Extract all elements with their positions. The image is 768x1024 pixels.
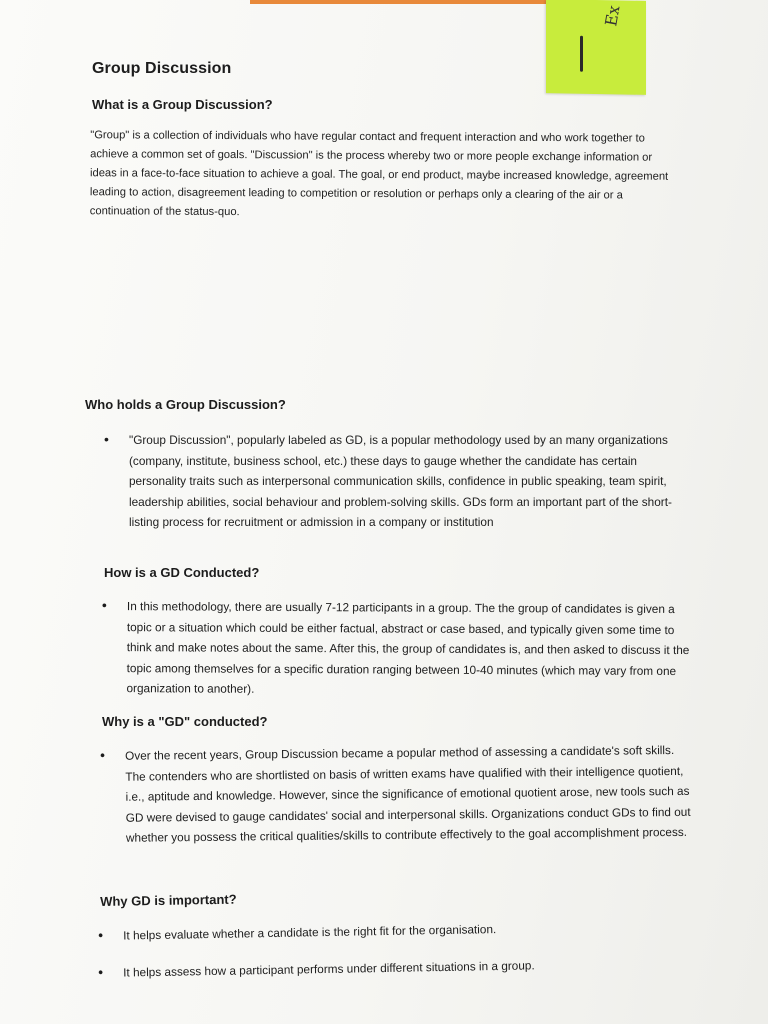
bullet-text: Over the recent years, Group Discussion became a popular method of assessing a candidate's soft skills. The contenders who are shortlisted on basis of written exams have qualified with their intelligence quotient, i.e., aptitude and knowledge. However, since the significance of emotional quotient arose, new tools such as GD were devised to gauge candidates' social and interpersonal skills. Organizations conduct GDs to find out whether you possess the critical qualities/skills to contribute effectively to the goal accomplishment process. (125, 742, 691, 845)
heading-why-gd-important: Why GD is important? (100, 891, 237, 909)
handwritten-mark (580, 36, 583, 72)
bullet-icon: • (104, 431, 109, 447)
sticky-note-handwriting: Ex (601, 3, 624, 28)
bullet-icon: • (98, 926, 104, 943)
bullet-text: It helps evaluate whether a candidate is the right fit for the organisation. (123, 922, 497, 943)
bullet-text: It helps assess how a participant performs under different situations in a group. (123, 958, 535, 980)
bullet-icon: • (98, 963, 104, 980)
heading-who-holds-gd: Who holds a Group Discussion? (85, 397, 286, 412)
heading-what-is-gd: What is a Group Discussion? (92, 97, 273, 112)
bullet-icon: • (100, 746, 106, 763)
paragraph-what-is-gd: "Group" is a collection of individuals who have regular contact and frequent interaction and who work together to achieve a common set of goals. "Discussion" is the process whereby two or more people exchange information or ideas in a face-to-face situation to achieve a goal. The goal, or end product, maybe increased knowledge, agreement leading to action, disagreement leading to competition or resolution or perhaps only a clearing of the air or a continuation of the status-quo. (89, 129, 669, 219)
bullet-icon: • (101, 597, 107, 614)
page-title: Group Discussion (92, 60, 232, 77)
top-paper-edge (250, 0, 550, 4)
bullet-text: In this methodology, there are usually 7-12 participants in a group. The the group of candidates is given a topic or a situation which could be either factual, abstract or case based, and typically given some time to think and make notes about the same. After this, the group of candidates is, and then asked to discuss it the topic among themselves for a specific duration ranging between 10-40 minutes (which may vary from one organization to another). (126, 599, 690, 696)
heading-why-gd-conducted: Why is a "GD" conducted? (102, 714, 268, 729)
bullet-text: "Group Discussion", popularly labeled as GD, is a popular methodology used by an many organizations (company, institute, business school, etc.) these days to gauge whether the candidate has certain personality traits such as interpersonal communication skills, confidence in public speaking, team spirit, leadership abilities, social behaviour and problem-solving skills. GDs form an important part of the short-listing process for recruitment or admission in a company or institution (129, 433, 672, 529)
sticky-note (546, 0, 646, 95)
heading-how-gd-conducted: How is a GD Conducted? (104, 565, 260, 580)
